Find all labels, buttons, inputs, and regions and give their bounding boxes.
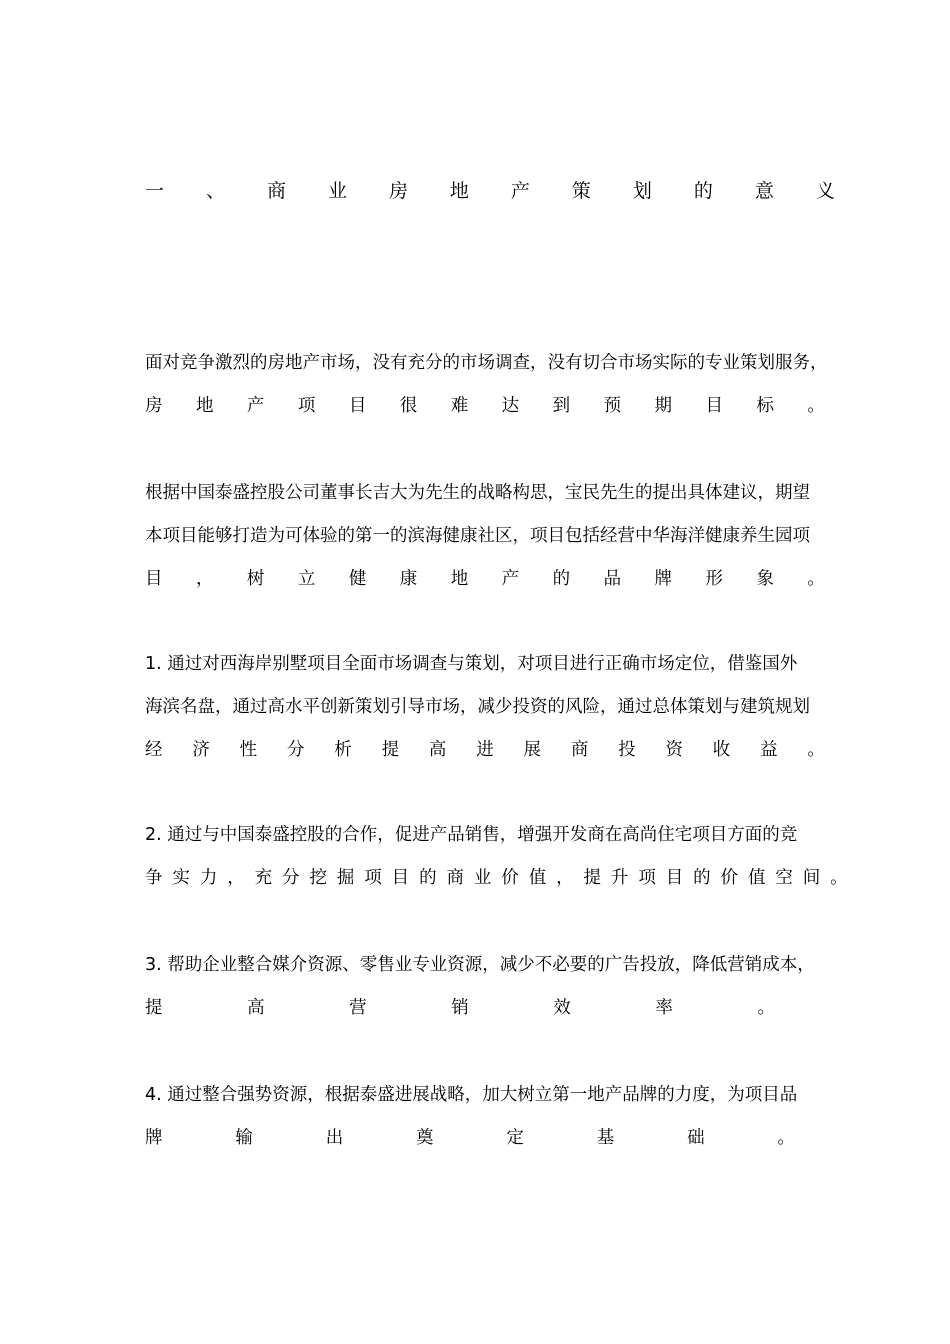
line-char: 掘 [336, 868, 355, 888]
line-char: 投 [618, 740, 636, 760]
paragraph-point-4 [145, 1074, 893, 1160]
paragraph-last-line [145, 987, 775, 1030]
line-char: 性 [239, 740, 258, 760]
line-char: ， [227, 868, 245, 888]
line-char: 品 [603, 569, 622, 589]
line-char: 销 [451, 998, 469, 1018]
line-char: 展 [523, 740, 541, 760]
line-char: 奠 [416, 1128, 434, 1148]
line-char: 目 [391, 868, 410, 888]
line-char: 输 [235, 1128, 253, 1148]
line-char: 价 [720, 868, 739, 888]
line-char: 象 [756, 569, 774, 589]
line-char: 。 [807, 740, 825, 760]
title-char: 策 [571, 180, 591, 202]
title-char: 房 [388, 180, 408, 202]
line-char: 价 [501, 868, 519, 888]
line-char: 产 [246, 396, 265, 416]
line-char: 康 [399, 569, 418, 589]
paragraph-point-3 [145, 944, 893, 1030]
line-char: 期 [654, 396, 673, 416]
line-char: 业 [473, 868, 492, 888]
line-char: 目 [348, 396, 367, 416]
title-char: 业 [327, 180, 347, 202]
line-char: 益 [760, 740, 778, 760]
paragraph-last-line [145, 385, 825, 428]
line-char: 间 [802, 868, 821, 888]
line-char: 商 [446, 868, 464, 888]
line-char: 提 [583, 868, 601, 888]
line-char: 目 [705, 396, 723, 416]
line-char: 立 [297, 569, 316, 589]
line-char: 形 [705, 569, 723, 589]
line-char: 充 [254, 868, 273, 888]
line-char: 升 [610, 868, 629, 888]
line-char: 争 [145, 868, 163, 888]
line-char: 高 [428, 740, 447, 760]
line-char: 牌 [654, 569, 673, 589]
paragraph-point-2 [145, 814, 893, 900]
line-char: 项 [297, 396, 316, 416]
line-char: 空 [775, 868, 793, 888]
line-char: 定 [506, 1128, 524, 1148]
line-char: 的 [693, 868, 711, 888]
line-char: 健 [348, 569, 367, 589]
title-char: 的 [693, 180, 713, 202]
paragraph-intro [145, 342, 893, 428]
paragraph-line: 面对竞争激烈的房地产市场，没有充分的市场调查，没有切合市场实际的专业策划服务， [145, 353, 828, 373]
line-char: 分 [282, 868, 300, 888]
line-char: 标 [756, 396, 774, 416]
line-char: ， [556, 868, 574, 888]
paragraph-last-line [145, 558, 825, 601]
line-char: 值 [528, 868, 547, 888]
line-char: 。 [807, 396, 825, 416]
title-char: 产 [510, 180, 530, 202]
line-char: 到 [552, 396, 571, 416]
line-char: 效 [553, 998, 571, 1018]
line-char: 。 [830, 868, 848, 888]
line-char: 的 [552, 569, 571, 589]
section-title [145, 178, 835, 204]
line-char: 提 [145, 998, 163, 1018]
line-char: 进 [476, 740, 494, 760]
line-char: 收 [712, 740, 731, 760]
line-char: 。 [757, 998, 775, 1018]
line-char: 项 [364, 868, 382, 888]
line-char: 率 [655, 998, 673, 1018]
line-char: 资 [665, 740, 683, 760]
line-char: 出 [325, 1128, 344, 1148]
title-char: 地 [449, 180, 469, 202]
line-char: 地 [450, 569, 469, 589]
line-char: 牌 [145, 1128, 163, 1148]
line-char: 值 [747, 868, 766, 888]
line-char: 高 [247, 998, 265, 1018]
line-char: 力 [199, 868, 218, 888]
line-char: 析 [334, 740, 352, 760]
line-char: 产 [501, 569, 520, 589]
line-char: 商 [570, 740, 589, 760]
title-char: 一 [145, 180, 165, 202]
line-char: 地 [195, 396, 214, 416]
line-char: 难 [450, 396, 469, 416]
paragraph-line: 1. 通过对西海岸别墅项目全面市场调查与策划，对项目进行正确市场定位，借鉴国外 [145, 654, 798, 674]
title-char: 商 [266, 180, 286, 202]
paragraph-line: 本项目能够打造为可体验的第一的滨海健康社区，项目包括经营中华海洋健康养生园项 [145, 526, 810, 546]
title-char: 划 [632, 180, 652, 202]
line-char: 很 [399, 396, 418, 416]
paragraph-background [145, 472, 893, 601]
paragraph-line: 2. 通过与中国泰盛控股的合作，促进产品销售，增强开发商在高尚住宅项目方面的竞 [145, 825, 798, 845]
line-char: 。 [807, 569, 825, 589]
paragraph-line: 3. 帮助企业整合媒介资源、零售业专业资源，减少不必要的广告投放，降低营销成本， [145, 955, 815, 975]
paragraph-last-line [145, 729, 825, 772]
line-char: 预 [603, 396, 622, 416]
line-char: 提 [381, 740, 400, 760]
paragraph-last-line [145, 1117, 795, 1160]
line-char: 实 [172, 868, 190, 888]
paragraph-last-line [145, 857, 848, 900]
line-char: 营 [349, 998, 367, 1018]
line-char: 经 [145, 740, 163, 760]
line-char: 房 [145, 396, 163, 416]
title-char: 义 [815, 180, 835, 202]
title-char: 、 [205, 180, 225, 202]
title-char: 意 [754, 180, 774, 202]
paragraph-line: 海滨名盘，通过高水平创新策划引导市场，减少投资的风险，通过总体策划与建筑规划 [145, 697, 810, 717]
line-char: 济 [192, 740, 210, 760]
line-char: 基 [596, 1128, 615, 1148]
paragraph-line: 4. 通过整合强势资源，根据泰盛进展战略，加大树立第一地产品牌的力度，为项目品 [145, 1085, 798, 1105]
paragraph-point-1 [145, 643, 893, 772]
line-char: 项 [638, 868, 656, 888]
line-char: 分 [286, 740, 305, 760]
line-char: 挖 [309, 868, 327, 888]
line-char: 树 [246, 569, 265, 589]
line-char: 础 [687, 1128, 705, 1148]
line-char: 。 [777, 1128, 795, 1148]
line-char: 目 [665, 868, 684, 888]
line-char: ， [195, 569, 214, 589]
paragraph-line: 根据中国泰盛控股公司董事长吉大为先生的战略构思，宝民先生的提出具体建议，期望 [145, 483, 810, 503]
line-char: 目 [145, 569, 163, 589]
line-char: 的 [419, 868, 437, 888]
line-char: 达 [501, 396, 520, 416]
